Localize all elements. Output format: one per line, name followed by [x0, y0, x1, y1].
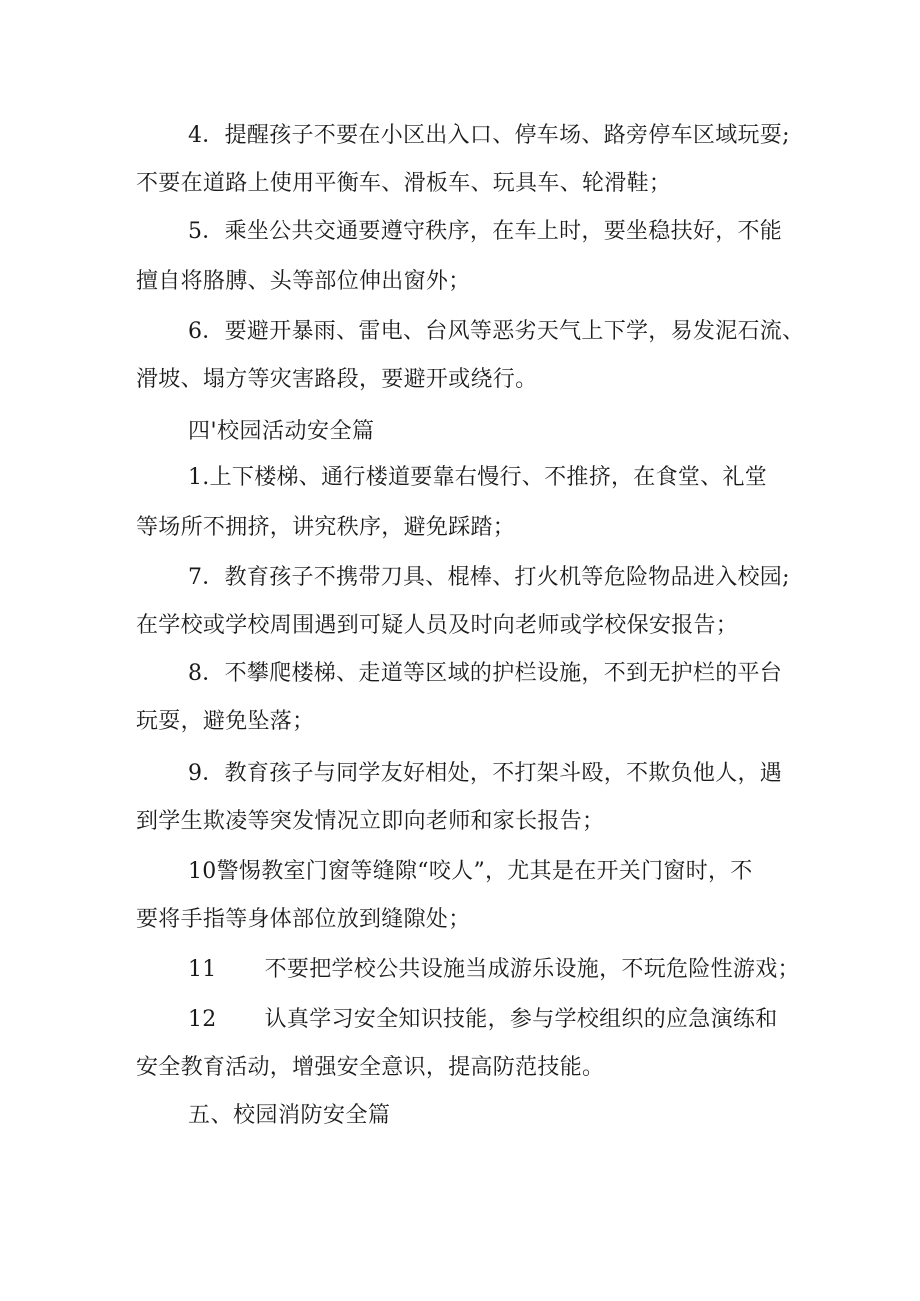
- paragraph-line: 5．乘坐公共交通要遵守秩序，在车上时，要坐稳扶好，不能: [188, 219, 783, 244]
- paragraph-line: 4．提醒孩子不要在小区出入口、停车场、路旁停车区域玩耍;: [188, 123, 790, 148]
- paragraph-line: 不要在道路上使用平衡车、滑板车、玩具车、轮滑鞋；: [136, 171, 672, 196]
- paragraph-line: 1.上下楼梯、通行楼道要靠右慢行、不推挤，在食堂、礼堂: [188, 465, 768, 490]
- item-text: 不要把学校公共设施当成游乐设施，不玩危险性游戏；: [264, 957, 800, 982]
- paragraph-line: 到学生欺凌等突发情况立即向老师和家长报告；: [136, 809, 605, 834]
- paragraph-line: 9．教育孩子与同学友好相处，不打架斗殴，不欺负他人，遇: [188, 761, 783, 786]
- item-text: 认真学习安全知识技能，参与学校组织的应急演练和: [264, 1007, 778, 1032]
- paragraph-line: 在学校或学校周围遇到可疑人员及时向老师或学校保安报告；: [136, 613, 739, 638]
- paragraph-line: 10警惕教室门窗等缝隙“咬人”，尤其是在开关门窗时，不: [188, 859, 753, 884]
- paragraph-line: 7．教育孩子不携带刀具、棍棒、打火机等危险物品进入校园;: [188, 565, 790, 590]
- section-heading: 五、校园消防安全篇: [188, 1103, 391, 1128]
- paragraph-line: 8．不攀爬楼梯、走道等区域的护栏设施，不到无护栏的平台: [188, 661, 783, 686]
- paragraph-line: 等场所不拥挤，讲究秩序，避免踩踏；: [136, 515, 516, 540]
- paragraph-line: 擅自将胳膊、头等部位伸出窗外；: [136, 269, 471, 294]
- paragraph-line: 6．要避开暴雨、雷电、台风等恶劣天气上下学，易发泥石流、: [188, 319, 805, 344]
- paragraph-line: 滑坡、塌方等灾害路段，要避开或绕行。: [136, 367, 538, 392]
- paragraph-line: 安全教育活动，增强安全意识，提高防范技能。: [136, 1055, 605, 1080]
- item-number: 11: [188, 957, 217, 982]
- paragraph-line: [188, 954, 848, 986]
- paragraph-line: 要将手指等身体部位放到缝隙处；: [136, 907, 471, 932]
- paragraph-line: [188, 1004, 848, 1036]
- section-heading: 四'校园活动安全篇: [188, 419, 375, 444]
- paragraph-line: 玩耍，避免坠落；: [136, 709, 315, 734]
- item-number: 12: [188, 1007, 217, 1032]
